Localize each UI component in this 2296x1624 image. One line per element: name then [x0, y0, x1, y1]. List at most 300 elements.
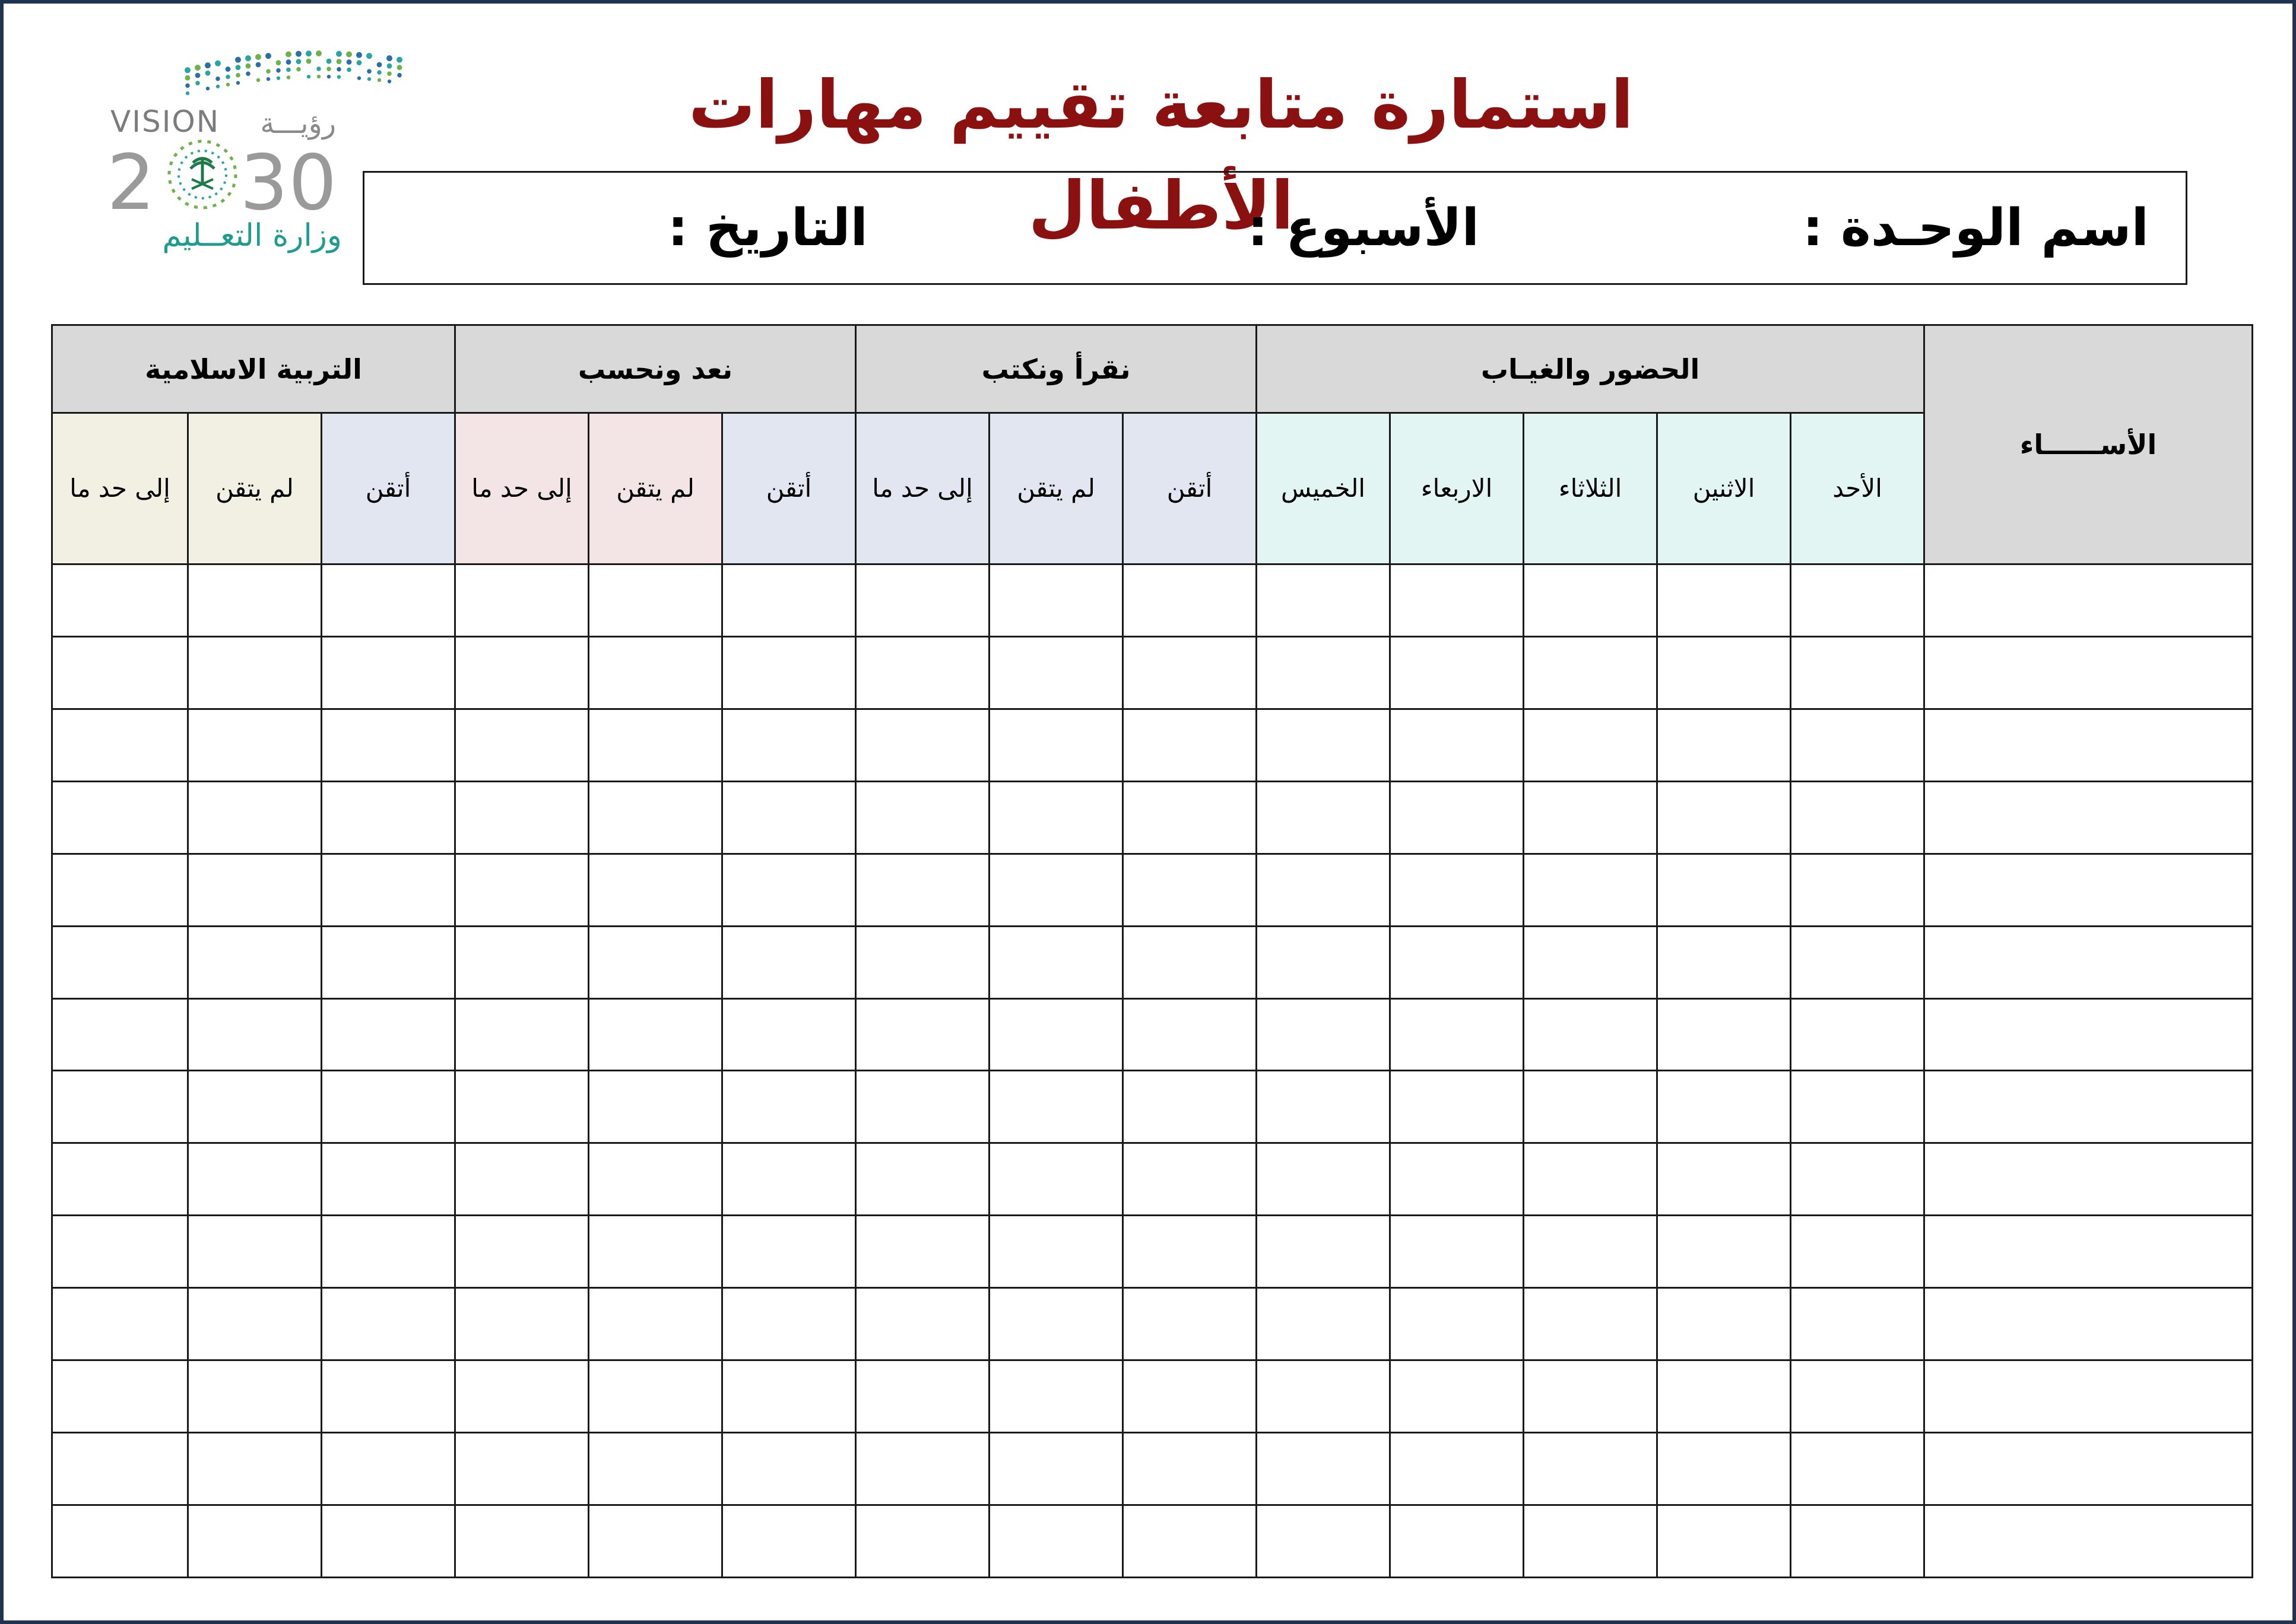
evaluation-cell[interactable]: [1257, 854, 1390, 926]
evaluation-cell[interactable]: [1524, 564, 1657, 637]
evaluation-cell[interactable]: [455, 636, 589, 709]
logo-dot: [387, 71, 392, 76]
evaluation-cell[interactable]: [455, 926, 589, 998]
evaluation-cell[interactable]: [1657, 1288, 1791, 1360]
evaluation-cell[interactable]: [188, 854, 322, 926]
student-name-cell[interactable]: [1924, 926, 2253, 998]
evaluation-cell[interactable]: [322, 709, 455, 781]
evaluation-cell[interactable]: [322, 564, 455, 637]
evaluation-cell[interactable]: [1390, 1071, 1524, 1143]
logo-dot: [276, 68, 281, 73]
evaluation-cell[interactable]: [1257, 1288, 1390, 1360]
subheader-islamic-not-mastered: لم يتقن: [188, 413, 322, 564]
evaluation-cell[interactable]: [1257, 781, 1390, 854]
logo-dot: [356, 52, 362, 58]
evaluation-cell[interactable]: [589, 1505, 722, 1577]
evaluation-cell[interactable]: [856, 781, 990, 854]
logo-dot: [317, 75, 321, 78]
evaluation-cell[interactable]: [188, 1505, 322, 1577]
logo-dot: [255, 54, 261, 60]
evaluation-cell[interactable]: [188, 1433, 322, 1505]
evaluation-cell[interactable]: [1791, 1433, 1924, 1505]
evaluation-cell[interactable]: [1123, 1505, 1257, 1577]
logo-dot: [367, 69, 372, 74]
evaluation-cell[interactable]: [52, 781, 188, 854]
logo-dot: [185, 83, 190, 88]
evaluation-cell[interactable]: [1657, 998, 1791, 1071]
evaluation-cell[interactable]: [1123, 1143, 1257, 1216]
evaluation-cell[interactable]: [589, 564, 722, 637]
evaluation-cell[interactable]: [1657, 1433, 1791, 1505]
evaluation-cell[interactable]: [188, 636, 322, 709]
evaluation-cell[interactable]: [1123, 854, 1257, 926]
evaluation-cell[interactable]: [188, 1143, 322, 1216]
evaluation-cell[interactable]: [856, 1433, 990, 1505]
evaluation-cell[interactable]: [1123, 1433, 1257, 1505]
evaluation-cell[interactable]: [722, 781, 856, 854]
logo-dot: [266, 69, 271, 74]
table-row: [52, 1143, 2253, 1216]
evaluation-cell[interactable]: [455, 1216, 589, 1288]
evaluation-cell[interactable]: [990, 564, 1123, 637]
evaluation-cell[interactable]: [455, 1360, 589, 1433]
evaluation-cell[interactable]: [1390, 636, 1524, 709]
evaluation-cell[interactable]: [990, 1071, 1123, 1143]
logo-dot: [226, 83, 230, 86]
evaluation-cell[interactable]: [52, 1143, 188, 1216]
evaluation-cell[interactable]: [1257, 926, 1390, 998]
evaluation-cell[interactable]: [322, 998, 455, 1071]
evaluation-cell[interactable]: [322, 1216, 455, 1288]
evaluation-cell[interactable]: [722, 1433, 856, 1505]
group-attendance: الحضور والغيـاب: [1257, 325, 1924, 413]
subheader-wednesday: الاربعاء: [1390, 413, 1524, 564]
evaluation-cell[interactable]: [52, 1433, 188, 1505]
evaluation-cell[interactable]: [1123, 636, 1257, 709]
logo-dot: [388, 80, 391, 83]
evaluation-cell[interactable]: [990, 1433, 1123, 1505]
evaluation-cell[interactable]: [322, 926, 455, 998]
evaluation-cell[interactable]: [1657, 1360, 1791, 1433]
evaluation-cell[interactable]: [1257, 1360, 1390, 1433]
evaluation-cell[interactable]: [1791, 1071, 1924, 1143]
evaluation-cell[interactable]: [589, 998, 722, 1071]
evaluation-cell[interactable]: [1524, 854, 1657, 926]
student-name-cell[interactable]: [1924, 709, 2253, 781]
evaluation-cell[interactable]: [1524, 1143, 1657, 1216]
student-name-cell[interactable]: [1924, 636, 2253, 709]
student-name-cell[interactable]: [1924, 854, 2253, 926]
evaluation-cell[interactable]: [1791, 854, 1924, 926]
evaluation-cell[interactable]: [990, 1505, 1123, 1577]
evaluation-cell[interactable]: [1390, 709, 1524, 781]
logo-dot: [316, 66, 321, 71]
student-name-cell[interactable]: [1924, 781, 2253, 854]
logo-dot: [307, 75, 310, 78]
evaluation-cell[interactable]: [722, 1216, 856, 1288]
logo-dot: [215, 61, 221, 66]
logo-dot: [377, 70, 382, 75]
logo-dot: [326, 59, 332, 64]
table-row: [52, 1360, 2253, 1433]
subheader-math-not-mastered: لم يتقن: [589, 413, 722, 564]
evaluation-cell[interactable]: [589, 926, 722, 998]
subheader-row: [52, 413, 2253, 564]
evaluation-cell[interactable]: [1257, 1143, 1390, 1216]
evaluation-cell[interactable]: [1657, 1143, 1791, 1216]
evaluation-cell[interactable]: [188, 564, 322, 637]
evaluation-cell[interactable]: [589, 1143, 722, 1216]
evaluation-cell[interactable]: [1524, 1071, 1657, 1143]
table-row: [52, 1288, 2253, 1360]
evaluation-cell[interactable]: [455, 709, 589, 781]
student-name-cell[interactable]: [1924, 1360, 2253, 1433]
evaluation-cell[interactable]: [322, 1505, 455, 1577]
evaluation-cell[interactable]: [589, 1360, 722, 1433]
subheader-islamic-partial: إلى حد ما: [52, 413, 188, 564]
evaluation-cell[interactable]: [322, 854, 455, 926]
evaluation-cell[interactable]: [856, 636, 990, 709]
logo-dot: [296, 59, 302, 64]
evaluation-cell[interactable]: [990, 998, 1123, 1071]
evaluation-cell[interactable]: [722, 854, 856, 926]
evaluation-cell[interactable]: [1524, 1360, 1657, 1433]
evaluation-cell[interactable]: [455, 1505, 589, 1577]
student-name-cell[interactable]: [1924, 1433, 2253, 1505]
evaluation-cell[interactable]: [1524, 1288, 1657, 1360]
evaluation-cell[interactable]: [1657, 636, 1791, 709]
logo-ministry-name: وزارة التعــليم: [162, 218, 342, 253]
logo-dot: [347, 59, 352, 65]
evaluation-cell[interactable]: [1657, 564, 1791, 637]
evaluation-cell[interactable]: [52, 1216, 188, 1288]
evaluation-cell[interactable]: [589, 1071, 722, 1143]
logo-dot: [246, 71, 250, 76]
logo-dot: [397, 65, 402, 70]
evaluation-cell[interactable]: [322, 781, 455, 854]
evaluation-cell[interactable]: [1791, 1505, 1924, 1577]
evaluation-cell[interactable]: [455, 1143, 589, 1216]
evaluation-cell[interactable]: [1390, 1505, 1524, 1577]
logo-dot: [195, 73, 201, 78]
student-name-cell[interactable]: [1924, 1288, 2253, 1360]
group-header-row: [52, 325, 2253, 413]
evaluation-cell[interactable]: [722, 1143, 856, 1216]
evaluation-cell[interactable]: [589, 636, 722, 709]
logo-dot: [256, 78, 260, 82]
evaluation-cell[interactable]: [1524, 998, 1657, 1071]
evaluation-cell[interactable]: [322, 1071, 455, 1143]
evaluation-cell[interactable]: [1257, 1433, 1390, 1505]
evaluation-cell[interactable]: [1123, 926, 1257, 998]
logo-dot: [316, 50, 322, 56]
logo-digit-0: 0: [288, 139, 337, 227]
logo-dot: [286, 59, 291, 65]
evaluation-cell[interactable]: [1791, 709, 1924, 781]
evaluation-cell[interactable]: [1390, 1216, 1524, 1288]
evaluation-cell[interactable]: [990, 1143, 1123, 1216]
evaluation-cell[interactable]: [856, 1143, 990, 1216]
evaluation-cell[interactable]: [322, 1288, 455, 1360]
evaluation-cell[interactable]: [1791, 1216, 1924, 1288]
evaluation-cell[interactable]: [1524, 926, 1657, 998]
week-field[interactable]: الأسبوع :: [1247, 198, 1479, 258]
evaluation-cell[interactable]: [1524, 1433, 1657, 1505]
evaluation-cell[interactable]: [1123, 564, 1257, 637]
evaluation-cell[interactable]: [1123, 1360, 1257, 1433]
evaluation-cell[interactable]: [1123, 781, 1257, 854]
evaluation-cell[interactable]: [188, 1071, 322, 1143]
evaluation-cell[interactable]: [322, 1433, 455, 1505]
evaluation-cell[interactable]: [455, 1288, 589, 1360]
evaluation-cell[interactable]: [722, 998, 856, 1071]
evaluation-cell[interactable]: [1657, 1216, 1791, 1288]
table-row: [52, 564, 2253, 637]
logo-digit-2: 2: [107, 139, 156, 227]
logo-dot: [326, 66, 331, 71]
evaluation-cell[interactable]: [52, 854, 188, 926]
evaluation-cell[interactable]: [1524, 1216, 1657, 1288]
table-row: [52, 781, 2253, 854]
logo-dot: [296, 67, 301, 72]
evaluation-cell[interactable]: [322, 636, 455, 709]
evaluation-cell[interactable]: [188, 709, 322, 781]
evaluation-cell[interactable]: [722, 1505, 856, 1577]
logo-dot: [306, 50, 312, 56]
evaluation-cell[interactable]: [1123, 1288, 1257, 1360]
evaluation-cell[interactable]: [1257, 636, 1390, 709]
evaluation-cell[interactable]: [722, 636, 856, 709]
student-name-cell[interactable]: [1924, 1505, 2253, 1577]
evaluation-cell[interactable]: [322, 1143, 455, 1216]
logo-dot: [337, 59, 342, 64]
evaluation-cell[interactable]: [1524, 1505, 1657, 1577]
evaluation-cell[interactable]: [722, 1288, 856, 1360]
evaluation-cell[interactable]: [1791, 926, 1924, 998]
student-name-cell[interactable]: [1924, 1216, 2253, 1288]
evaluation-cell[interactable]: [722, 1360, 856, 1433]
evaluation-cell[interactable]: [1390, 781, 1524, 854]
evaluation-cell[interactable]: [1791, 564, 1924, 637]
evaluation-cell[interactable]: [188, 1216, 322, 1288]
student-name-cell[interactable]: [1924, 998, 2253, 1071]
evaluation-cell[interactable]: [856, 854, 990, 926]
evaluation-cell[interactable]: [455, 1433, 589, 1505]
evaluation-cell[interactable]: [1123, 998, 1257, 1071]
evaluation-cell[interactable]: [1390, 998, 1524, 1071]
logo-dot: [378, 78, 381, 82]
evaluation-cell[interactable]: [856, 709, 990, 781]
names-header: الأســــــاء: [1924, 325, 2253, 564]
subheader-tuesday: الثلاثاء: [1524, 413, 1657, 564]
logo-vision-en: VISION: [110, 104, 220, 139]
subheader-reading-not-mastered: لم يتقن: [990, 413, 1123, 564]
evaluation-cell[interactable]: [1791, 1288, 1924, 1360]
logo-dot: [235, 57, 241, 63]
evaluation-cell[interactable]: [1657, 709, 1791, 781]
evaluation-cell[interactable]: [589, 854, 722, 926]
evaluation-cell[interactable]: [455, 564, 589, 637]
subheader-math-partial: إلى حد ما: [455, 413, 589, 564]
evaluation-cell[interactable]: [589, 1288, 722, 1360]
evaluation-cell[interactable]: [1657, 854, 1791, 926]
evaluation-cell[interactable]: [1257, 564, 1390, 637]
evaluation-cell[interactable]: [1791, 998, 1924, 1071]
logo-dot: [366, 53, 372, 59]
evaluation-cell[interactable]: [722, 709, 856, 781]
logo-dot: [256, 62, 261, 68]
logo-dot: [236, 81, 240, 84]
evaluation-cell[interactable]: [589, 781, 722, 854]
evaluation-cell[interactable]: [1524, 709, 1657, 781]
evaluation-cell[interactable]: [1390, 564, 1524, 637]
evaluation-cell[interactable]: [1123, 1071, 1257, 1143]
subheader-reading-mastered: أتقن: [1123, 413, 1257, 564]
logo-dot: [236, 73, 240, 78]
evaluation-cell[interactable]: [1657, 926, 1791, 998]
date-field[interactable]: التاريخ :: [667, 198, 868, 258]
evaluation-cell[interactable]: [455, 998, 589, 1071]
evaluation-cell[interactable]: [1257, 1216, 1390, 1288]
evaluation-cell[interactable]: [990, 781, 1123, 854]
table-row: [52, 1071, 2253, 1143]
evaluation-cell[interactable]: [1657, 1071, 1791, 1143]
evaluation-cell[interactable]: [1390, 1288, 1524, 1360]
evaluation-cell[interactable]: [1791, 636, 1924, 709]
evaluation-cell[interactable]: [722, 926, 856, 998]
logo-dot: [236, 65, 241, 70]
evaluation-cell[interactable]: [589, 709, 722, 781]
student-name-cell[interactable]: [1924, 564, 2253, 637]
evaluation-cell[interactable]: [52, 1071, 188, 1143]
evaluation-cell[interactable]: [856, 1216, 990, 1288]
evaluation-cell[interactable]: [1390, 1360, 1524, 1433]
student-name-cell[interactable]: [1924, 1071, 2253, 1143]
subheader-monday: الاثنين: [1657, 413, 1791, 564]
logo-dot: [226, 75, 230, 80]
dots-arc-icon: [185, 50, 402, 95]
logo-dot: [306, 59, 312, 64]
evaluation-cell[interactable]: [856, 1360, 990, 1433]
palm-swords-emblem-icon: [169, 141, 236, 208]
evaluation-cell[interactable]: [990, 709, 1123, 781]
logo-dot: [386, 55, 392, 61]
evaluation-cell[interactable]: [990, 926, 1123, 998]
group-counting-math: نعد ونحسب: [455, 325, 856, 413]
evaluation-cell[interactable]: [856, 926, 990, 998]
evaluation-cell[interactable]: [856, 1288, 990, 1360]
evaluation-cell[interactable]: [856, 1505, 990, 1577]
evaluation-cell[interactable]: [322, 1360, 455, 1433]
logo-dot: [185, 67, 191, 73]
evaluation-cell[interactable]: [188, 1288, 322, 1360]
evaluation-cell[interactable]: [990, 1216, 1123, 1288]
evaluation-cell[interactable]: [1257, 1505, 1390, 1577]
evaluation-cell[interactable]: [990, 854, 1123, 926]
evaluation-cell[interactable]: [188, 926, 322, 998]
evaluation-cell[interactable]: [1390, 854, 1524, 926]
evaluation-cell[interactable]: [1390, 926, 1524, 998]
evaluation-cell[interactable]: [52, 926, 188, 998]
logo-dot: [286, 68, 291, 72]
logo-dot: [185, 75, 191, 81]
evaluation-cell[interactable]: [1257, 998, 1390, 1071]
evaluation-cell[interactable]: [589, 1216, 722, 1288]
subheader-sunday: الأحد: [1791, 413, 1924, 564]
evaluation-cell[interactable]: [52, 636, 188, 709]
evaluation-cell[interactable]: [455, 781, 589, 854]
logo-dot: [215, 77, 220, 81]
logo-dot: [195, 81, 200, 85]
evaluation-cell[interactable]: [1524, 781, 1657, 854]
logo-dot: [216, 84, 220, 88]
logo-dot: [357, 76, 361, 80]
evaluation-cell[interactable]: [1657, 1505, 1791, 1577]
subheader-reading-partial: إلى حد ما: [856, 413, 990, 564]
unit-name-field[interactable]: اسم الوحـدة :: [1802, 198, 2149, 258]
evaluation-cell[interactable]: [722, 564, 856, 637]
evaluation-cell[interactable]: [1791, 1360, 1924, 1433]
table-row: [52, 1505, 2253, 1577]
student-name-cell[interactable]: [1924, 1143, 2253, 1216]
evaluation-cell[interactable]: [990, 636, 1123, 709]
logo-dot: [337, 75, 341, 78]
logo-dot: [397, 73, 402, 78]
evaluation-cell[interactable]: [856, 564, 990, 637]
evaluation-cell[interactable]: [1257, 1071, 1390, 1143]
evaluation-cell[interactable]: [990, 1360, 1123, 1433]
evaluation-cell[interactable]: [52, 998, 188, 1071]
evaluation-cell[interactable]: [1657, 781, 1791, 854]
logo-dot: [357, 60, 362, 65]
evaluation-cell[interactable]: [1390, 1433, 1524, 1505]
evaluation-cell[interactable]: [52, 1505, 188, 1577]
logo-dot: [397, 57, 402, 63]
logo-vision-ar: رؤيـــة: [260, 107, 336, 140]
table-row: [52, 1216, 2253, 1288]
logo-dot: [286, 52, 291, 58]
group-reading-writing: نقرأ ونكتب: [856, 325, 1257, 413]
evaluation-cell[interactable]: [188, 1360, 322, 1433]
logo-dot: [206, 87, 210, 90]
evaluation-cell[interactable]: [856, 1071, 990, 1143]
evaluation-cell[interactable]: [188, 998, 322, 1071]
evaluation-cell[interactable]: [455, 1071, 589, 1143]
evaluation-cell[interactable]: [1791, 1143, 1924, 1216]
form-info-box: [363, 171, 2187, 285]
subheader-islamic-mastered: أتقن: [322, 413, 455, 564]
evaluation-cell[interactable]: [589, 1433, 722, 1505]
evaluation-cell[interactable]: [52, 564, 188, 637]
evaluation-cell[interactable]: [1123, 709, 1257, 781]
evaluation-cell[interactable]: [455, 854, 589, 926]
evaluation-cell[interactable]: [1524, 636, 1657, 709]
evaluation-cell[interactable]: [1257, 709, 1390, 781]
evaluation-cell[interactable]: [52, 1288, 188, 1360]
table-row: [52, 854, 2253, 926]
logo-dot: [265, 53, 271, 59]
evaluation-cell[interactable]: [52, 1360, 188, 1433]
evaluation-cell[interactable]: [722, 1071, 856, 1143]
evaluation-cell[interactable]: [990, 1288, 1123, 1360]
evaluation-cell[interactable]: [1791, 781, 1924, 854]
evaluation-cell[interactable]: [1123, 1216, 1257, 1288]
evaluation-cell[interactable]: [856, 998, 990, 1071]
form-title: استمارة متابعة تقييم مهارات الأطفال: [689, 66, 1634, 245]
evaluation-cell[interactable]: [1390, 1143, 1524, 1216]
evaluation-cell[interactable]: [188, 781, 322, 854]
evaluation-cell[interactable]: [52, 709, 188, 781]
